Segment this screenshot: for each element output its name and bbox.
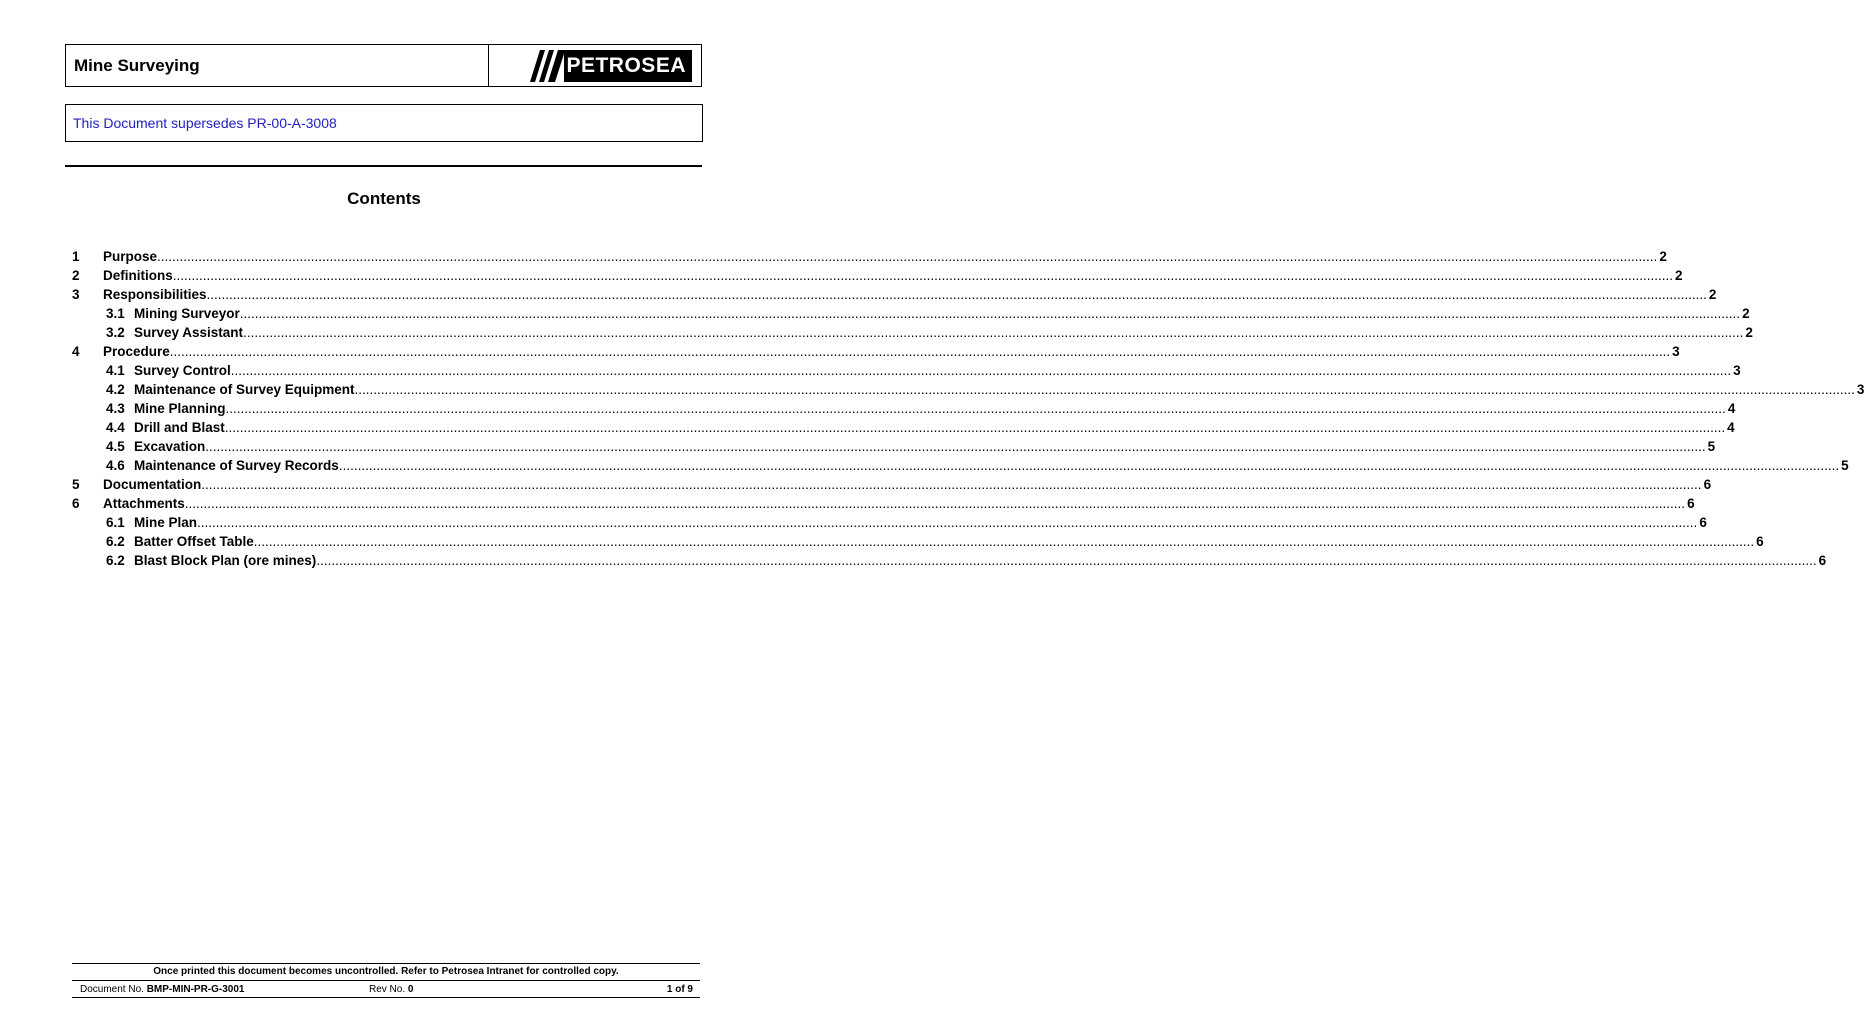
revision-number — [369, 983, 413, 996]
toc-entry-title: Purpose — [103, 249, 158, 264]
petrosea-logo — [520, 50, 692, 82]
toc-entry[interactable] — [72, 515, 1707, 534]
toc-entry-page: 5 — [1707, 439, 1716, 454]
logo-stripes-icon — [520, 50, 564, 82]
toc-entry-page: 2 — [1708, 287, 1717, 302]
toc-entry-number: 2 — [72, 268, 80, 283]
toc-leader-dots: ................................................................................................................................................................................................................................................................................................................................................................................................................ — [205, 439, 1706, 454]
toc-entry-number: 5 — [72, 477, 80, 492]
toc-entry[interactable] — [72, 496, 1695, 515]
toc-leader-dots: ................................................................................................................................................................................................................................................................................................................................................................................................................ — [169, 344, 1671, 359]
toc-entry[interactable] — [72, 420, 1735, 439]
toc-entry[interactable] — [72, 477, 1712, 496]
document-title: Mine Surveying — [66, 45, 489, 86]
toc-entry-number: 6.2 — [106, 553, 125, 568]
toc-entry-page: 6 — [1756, 534, 1764, 549]
supersede-note: This Document supersedes PR-00-A-3008 — [65, 104, 703, 142]
toc-entry-number: 4.1 — [106, 363, 125, 378]
toc-entry-title: Maintenance of Survey Equipment — [134, 382, 355, 397]
toc-leader-dots: ................................................................................................................................................................................................................................................................................................................................................................................................................ — [206, 287, 1707, 302]
toc-entry[interactable] — [72, 458, 1849, 477]
document-number-value: BMP-MIN-PR-G-3001 — [146, 984, 245, 995]
toc-entry-page: 4 — [1727, 401, 1736, 416]
company-logo-cell — [489, 45, 701, 86]
toc-entry[interactable] — [72, 268, 1683, 287]
toc-entry-number: 4.4 — [106, 420, 125, 435]
toc-entry-page: 4 — [1727, 420, 1735, 435]
contents-heading: Contents — [347, 189, 421, 208]
toc-entry-page: 6 — [1703, 477, 1712, 492]
toc-entry[interactable] — [72, 344, 1680, 363]
toc-entry-page: 2 — [1659, 249, 1667, 264]
toc-entry-number: 4.3 — [106, 401, 125, 416]
footer-divider — [72, 997, 700, 998]
toc-entry-title: Responsibilities — [103, 287, 207, 302]
toc-entry[interactable] — [72, 534, 1764, 553]
toc-entry-page: 3 — [1856, 382, 1864, 397]
section-divider — [65, 165, 702, 167]
toc-entry-title: Excavation — [134, 439, 206, 454]
footer-divider — [72, 980, 700, 981]
toc-entry-number: 6 — [72, 496, 80, 511]
toc-entry-title: Attachments — [103, 496, 185, 511]
toc-entry[interactable] — [72, 306, 1750, 325]
table-of-contents — [72, 249, 1864, 572]
toc-entry-title: Procedure — [103, 344, 170, 359]
toc-entry-title: Mine Planning — [134, 401, 226, 416]
toc-entry[interactable] — [72, 287, 1717, 306]
toc-entry-page: 3 — [1672, 344, 1680, 359]
logo-text: PETROSEA — [566, 53, 686, 77]
toc-entry-number: 4 — [72, 344, 80, 359]
toc-entry[interactable] — [72, 249, 1667, 268]
toc-entry-number: 4.6 — [106, 458, 125, 473]
toc-leader-dots: ................................................................................................................................................................................................................................................................................................................................................................................................................ — [338, 458, 1840, 473]
toc-entry[interactable] — [72, 325, 1753, 344]
document-number-label: Document No. — [80, 984, 144, 995]
toc-entry-number: 4.5 — [106, 439, 125, 454]
toc-entry-page: 2 — [1745, 325, 1753, 340]
toc-entry-title: Documentation — [103, 477, 202, 492]
toc-entry-number: 3 — [72, 287, 80, 302]
toc-entry-title: Drill and Blast — [134, 420, 225, 435]
toc-leader-dots: ................................................................................................................................................................................................................................................................................................................................................................................................................ — [201, 477, 1702, 492]
toc-leader-dots: ................................................................................................................................................................................................................................................................................................................................................................................................................ — [230, 363, 1732, 378]
toc-leader-dots: ................................................................................................................................................................................................................................................................................................................................................................................................................ — [224, 420, 1726, 435]
toc-entry-number: 6.1 — [106, 515, 125, 530]
uncontrolled-copy-notice: Once printed this document becomes uncontrolled. Refer to Petrosea Intranet for controlled copy. — [153, 966, 619, 977]
toc-entry-number: 4.2 — [106, 382, 125, 397]
toc-entry-title: Survey Control — [134, 363, 231, 378]
toc-entry[interactable] — [72, 553, 1827, 572]
toc-entry-title: Mine Plan — [134, 515, 198, 530]
toc-entry-page: 6 — [1687, 496, 1695, 511]
toc-leader-dots: ................................................................................................................................................................................................................................................................................................................................................................................................................ — [172, 268, 1674, 283]
toc-entry-number: 3.1 — [106, 306, 125, 321]
toc-entry-page: 6 — [1818, 553, 1827, 568]
toc-leader-dots: ................................................................................................................................................................................................................................................................................................................................................................................................................ — [157, 249, 1658, 264]
toc-entry[interactable] — [72, 439, 1716, 458]
toc-leader-dots: ................................................................................................................................................................................................................................................................................................................................................................................................................ — [239, 306, 1741, 321]
toc-entry-title: Survey Assistant — [134, 325, 244, 340]
toc-entry[interactable] — [72, 401, 1736, 420]
toc-entry-number: 6.2 — [106, 534, 125, 549]
footer-divider — [72, 963, 700, 964]
toc-entry-title: Maintenance of Survey Records — [134, 458, 339, 473]
toc-entry-page: 2 — [1675, 268, 1683, 283]
toc-entry-page: 6 — [1699, 515, 1707, 530]
toc-entry-page: 3 — [1733, 363, 1741, 378]
toc-leader-dots: ................................................................................................................................................................................................................................................................................................................................................................................................................ — [253, 534, 1755, 549]
toc-leader-dots: ................................................................................................................................................................................................................................................................................................................................................................................................................ — [197, 515, 1698, 530]
toc-leader-dots: ................................................................................................................................................................................................................................................................................................................................................................................................................ — [184, 496, 1686, 511]
toc-entry-title: Definitions — [103, 268, 173, 283]
toc-leader-dots: ................................................................................................................................................................................................................................................................................................................................................................................................................ — [354, 382, 1855, 397]
toc-entry[interactable] — [72, 363, 1741, 382]
toc-entry-number: 3.2 — [106, 325, 125, 340]
toc-entry-page: 5 — [1841, 458, 1849, 473]
toc-entry-page: 2 — [1742, 306, 1750, 321]
toc-entry-title: Batter Offset Table — [134, 534, 254, 549]
toc-leader-dots: ................................................................................................................................................................................................................................................................................................................................................................................................................ — [225, 401, 1726, 416]
document-number — [80, 983, 245, 996]
toc-entry-number: 1 — [72, 249, 80, 264]
toc-entry-title: Blast Block Plan (ore mines) — [134, 553, 317, 568]
revision-value: 0 — [407, 984, 414, 995]
toc-leader-dots: ................................................................................................................................................................................................................................................................................................................................................................................................................ — [316, 553, 1817, 568]
revision-label: Rev No. — [369, 984, 406, 995]
toc-entry[interactable] — [72, 382, 1864, 401]
page-number: 1 of 9 — [666, 984, 693, 995]
document-header — [65, 44, 702, 87]
toc-leader-dots: ................................................................................................................................................................................................................................................................................................................................................................................................................ — [243, 325, 1744, 340]
toc-entry-title: Mining Surveyor — [134, 306, 240, 321]
